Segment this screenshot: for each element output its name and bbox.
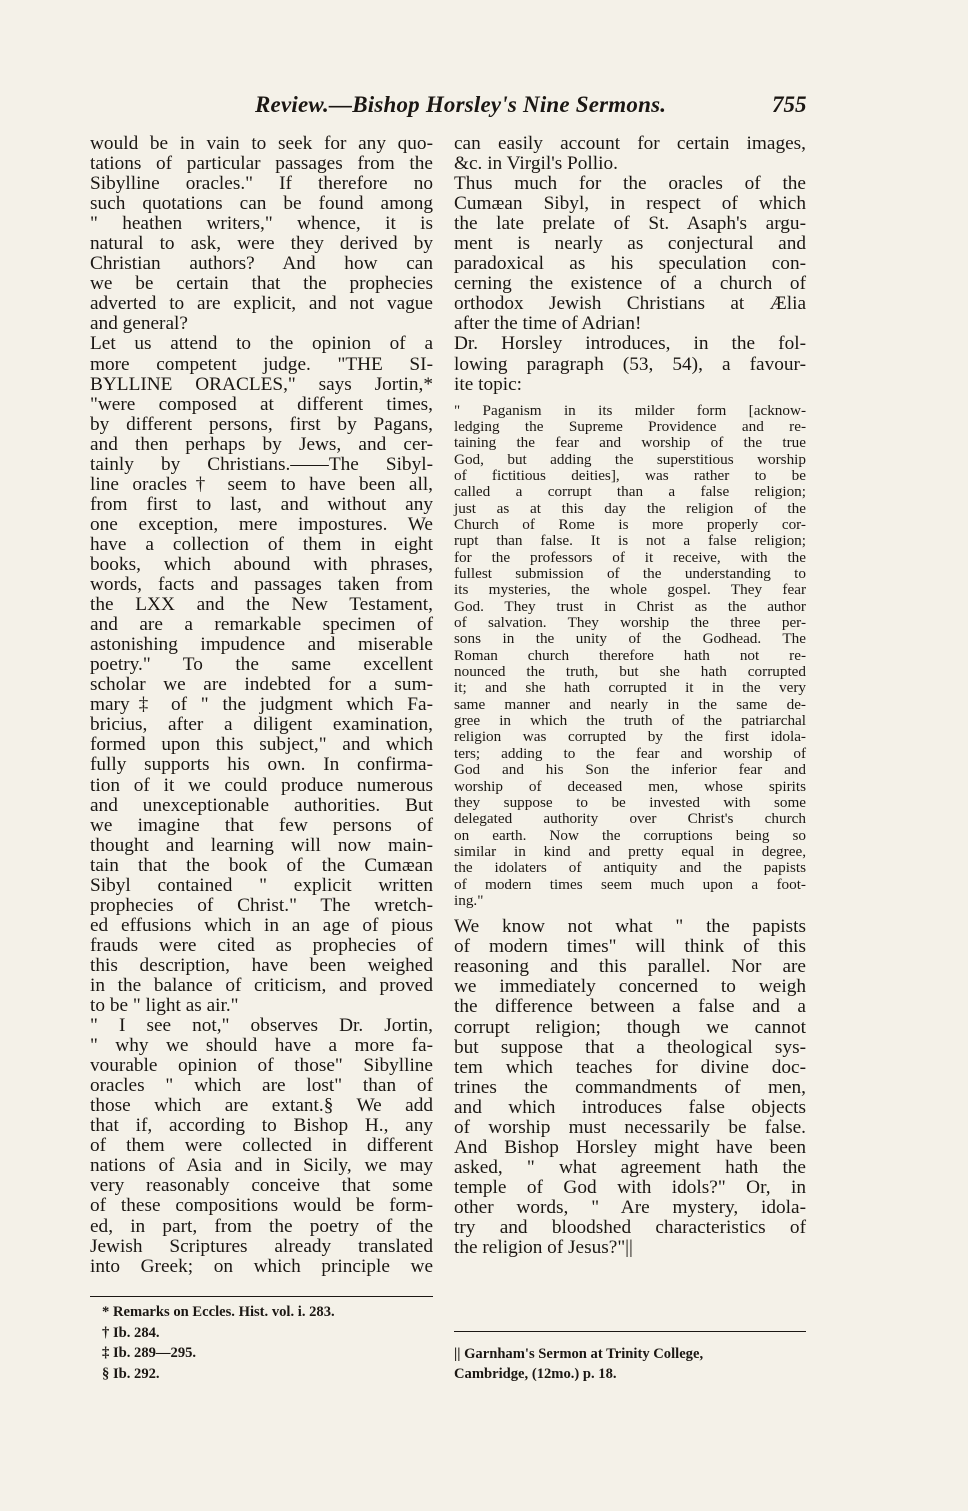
- text-line: try and bloodshed characteristics of: [454, 1216, 806, 1238]
- text-line: they suppose to be invested with some: [454, 793, 806, 811]
- right-column-opening: [454, 134, 806, 395]
- text-line: tainly by Christians.——The Sibyl-: [90, 453, 433, 475]
- text-line: nounced the truth, but she hath corrupted: [454, 663, 806, 681]
- text-line: ‡ Ib. 289—295.: [102, 1345, 197, 1362]
- text-line: taining the fear and worship of the true: [454, 434, 806, 452]
- text-line: formed upon this subject," and which: [90, 734, 433, 756]
- text-line: paradoxical as his speculation con-: [454, 253, 806, 275]
- text-line: of salvation. They worship the three per-: [454, 614, 806, 632]
- text-line: and general?: [90, 313, 188, 335]
- left-column: [90, 134, 433, 1277]
- text-line: scholar we are indebted for a sum-: [90, 674, 433, 696]
- text-line: natural to ask, were they derived by: [90, 233, 433, 255]
- text-line: of modern times seem much upon a foot-: [454, 875, 806, 893]
- text-line: line oracles† seem to have been all,: [90, 473, 433, 495]
- text-line: temple of God with idols?" Or, in: [454, 1176, 806, 1198]
- text-line: God, but adding the superstitious worship: [454, 450, 806, 468]
- footnotes-right: [454, 1344, 806, 1384]
- text-line: just as at this day the religion of the: [454, 499, 806, 517]
- text-line: prophecies of Christ." The wretch-: [90, 894, 433, 916]
- text-line: " Paganism in its milder form [acknow-: [454, 401, 806, 419]
- text-line: Christian authors? And how can: [90, 253, 433, 275]
- text-line: have a collection of them in eight: [90, 533, 433, 555]
- text-line: * Remarks on Eccles. Hist. vol. i. 283.: [102, 1304, 335, 1320]
- text-line: same manner and nearly in the same de-: [454, 695, 806, 713]
- page-number: 755: [772, 92, 807, 117]
- text-line: the idolaters of antiquity and the papists: [454, 859, 806, 877]
- text-line: but suppose that a theological sys-: [454, 1036, 806, 1058]
- text-line: " I see not," observes Dr. Jortin,: [90, 1015, 433, 1037]
- text-line: of fictitious deities], was rather to be: [454, 466, 806, 484]
- text-line: thought and learning will now main-: [90, 834, 433, 856]
- text-line: of them were collected in different: [90, 1135, 433, 1157]
- text-line: We know not what " the papists: [454, 916, 806, 938]
- text-line: for the professors of it receive, with the: [454, 548, 806, 566]
- text-line: tations of particular passages from the: [90, 153, 433, 175]
- text-line: &c. in Virgil's Pollio.: [454, 153, 618, 175]
- text-line: by different persons, first by Pagans,: [90, 413, 433, 435]
- text-line: bricius, after a diligent examination,: [90, 714, 433, 736]
- text-line: to be " light as air.": [90, 995, 239, 1017]
- text-line: its mysteries, the whole gospel. They fear: [454, 581, 806, 599]
- text-line: adverted to are explicit, and not vague: [90, 293, 433, 315]
- footnote-rule-left: [90, 1296, 433, 1297]
- text-line: on earth. Now the corruptions being so: [454, 826, 806, 844]
- text-line: can easily account for certain images,: [454, 133, 806, 154]
- text-line: those which are extant.§ We add: [90, 1095, 433, 1117]
- text-line: || Garnham's Sermon at Trinity College,: [454, 1346, 704, 1362]
- text-line: of these compositions would be form-: [90, 1195, 433, 1217]
- text-line: corrupt religion; though we cannot: [454, 1016, 806, 1038]
- text-line: the LXX and the New Testament,: [90, 594, 433, 616]
- text-line: the difference between a false and a: [454, 996, 806, 1018]
- text-line: tain that the book of the Cumæan: [90, 854, 433, 876]
- footnote-rule-right: [454, 1331, 806, 1332]
- text-line: that if, according to Bishop H., any: [90, 1115, 433, 1137]
- text-line: reasoning and this parallel. Nor are: [454, 956, 806, 978]
- text-line: sons in the unity of the Godhead. The: [454, 630, 806, 648]
- text-line: worship of deceased men, whose spirits: [454, 777, 806, 795]
- quoted-paragraph: [454, 395, 806, 918]
- text-line: the late prelate of St. Asaph's argu-: [454, 213, 806, 235]
- text-line: God and his Son the inferior fear and: [454, 761, 806, 779]
- text-line: tem which teaches for divine doc-: [454, 1056, 806, 1078]
- text-line: oracles " which are lost" than of: [90, 1075, 433, 1097]
- text-line: would be in vain to seek for any quo-: [90, 133, 433, 154]
- text-line: § Ib. 292.: [102, 1365, 160, 1382]
- text-line: Cumæan Sibyl, in respect of which: [454, 193, 806, 215]
- text-line: fully supports his own. In confirma-: [90, 754, 433, 776]
- text-line: Sibyl contained " explicit written: [90, 874, 433, 896]
- text-line: Church of Rome is more properly cor-: [454, 516, 806, 534]
- text-line: orthodox Jewish Christians at Ælia: [454, 293, 806, 315]
- text-line: more competent judge. "THE SI-: [90, 353, 433, 375]
- text-line: ed effusions which in an age of pious: [90, 914, 433, 936]
- right-column-closing: [454, 917, 806, 1258]
- text-line: books, which abound with phrases,: [90, 553, 433, 575]
- text-line: Dr. Horsley introduces, in the fol-: [454, 333, 806, 355]
- text-line: ment is nearly as conjectural and: [454, 233, 806, 255]
- text-line: from first to last, and without any: [90, 493, 433, 515]
- text-line: † Ib. 284.: [102, 1324, 160, 1341]
- text-line: gree in which the truth of the patriarchal: [454, 712, 806, 730]
- text-line: the religion of Jesus?"||: [454, 1237, 633, 1259]
- text-line: we immediately concerned to weigh: [454, 976, 806, 998]
- text-line: similar in kind and pretty equal in degree,: [454, 842, 806, 860]
- text-line: rupt than false. It is not a false religion;: [454, 532, 806, 550]
- text-line: ite topic:: [454, 373, 523, 395]
- text-line: delegated authority over Christ's church: [454, 810, 806, 828]
- text-line: we be certain that the prophecies: [90, 273, 433, 295]
- text-line: "were composed at different times,: [90, 393, 433, 415]
- text-line: mary‡ of " the judgment which Fa-: [90, 694, 433, 716]
- text-line: trines the commandments of men,: [454, 1076, 806, 1098]
- text-line: ledging the Supreme Providence and re-: [454, 417, 806, 435]
- running-title: Review.—Bishop Horsley's Nine Sermons.: [255, 92, 667, 117]
- footnotes-left: [102, 1302, 402, 1384]
- text-line: " heathen writers," whence, it is: [90, 213, 433, 235]
- text-line: nations of Asia and in Sicily, we may: [90, 1155, 433, 1177]
- text-line: other words, " Are mystery, idola-: [454, 1196, 806, 1218]
- text-line: ing.": [454, 891, 484, 909]
- text-line: poetry." To the same excellent: [90, 654, 433, 676]
- text-line: such quotations can be found among: [90, 193, 433, 215]
- text-line: into Greek; on which principle we: [90, 1255, 433, 1277]
- text-line: very reasonably conceive that some: [90, 1175, 433, 1197]
- text-line: Cambridge, (12mo.) p. 18.: [454, 1366, 617, 1382]
- text-line: asked, " what agreement hath the: [454, 1156, 806, 1178]
- text-line: fullest submission of the understanding to: [454, 565, 806, 583]
- text-line: astonishing impudence and miserable: [90, 634, 433, 656]
- text-line: lowing paragraph (53, 54), a favour-: [454, 353, 806, 375]
- text-line: Thus much for the oracles of the: [454, 173, 806, 195]
- text-line: And Bishop Horsley might have been: [454, 1136, 806, 1158]
- text-line: ters; adding to the fear and worship of: [454, 744, 806, 762]
- text-line: of modern times" will think of this: [454, 936, 806, 958]
- text-line: tion of it we could produce numerous: [90, 774, 433, 796]
- text-line: frauds were cited as prophecies of: [90, 934, 433, 956]
- text-line: in the balance of criticism, and proved: [90, 974, 433, 996]
- text-line: BYLLINE ORACLES," says Jortin,*: [90, 373, 433, 395]
- text-line: Jewish Scriptures already translated: [90, 1235, 433, 1257]
- text-line: God. They trust in Christ as the author: [454, 597, 806, 615]
- text-line: Roman church therefore hath not re-: [454, 646, 806, 664]
- text-line: after the time of Adrian!: [454, 313, 642, 335]
- text-line: religion was corrupted by the first idola-: [454, 728, 806, 746]
- text-line: Let us attend to the opinion of a: [90, 333, 433, 355]
- text-line: we imagine that few persons of: [90, 814, 433, 836]
- text-line: and are a remarkable specimen of: [90, 614, 433, 636]
- text-line: Sibylline oracles." If therefore no: [90, 173, 433, 195]
- text-line: it; and she hath corrupted it in the very: [454, 679, 806, 697]
- text-line: of worship must necessarily be false.: [454, 1116, 806, 1138]
- right-column: [454, 134, 806, 1258]
- text-line: this description, have been weighed: [90, 954, 433, 976]
- text-line: one exception, mere impostures. We: [90, 513, 433, 535]
- text-line: called a corrupt than a false religion;: [454, 483, 806, 501]
- text-line: and unexceptionable authorities. But: [90, 794, 433, 816]
- text-line: " why we should have a more fa-: [90, 1035, 433, 1057]
- text-line: cerning the existence of a church of: [454, 273, 806, 295]
- text-line: and which introduces false objects: [454, 1096, 806, 1118]
- text-line: ed, in part, from the poetry of the: [90, 1215, 433, 1237]
- text-line: vourable opinion of those" Sibylline: [90, 1055, 433, 1077]
- text-line: and then perhaps by Jews, and cer-: [90, 433, 433, 455]
- text-line: words, facts and passages taken from: [90, 574, 433, 596]
